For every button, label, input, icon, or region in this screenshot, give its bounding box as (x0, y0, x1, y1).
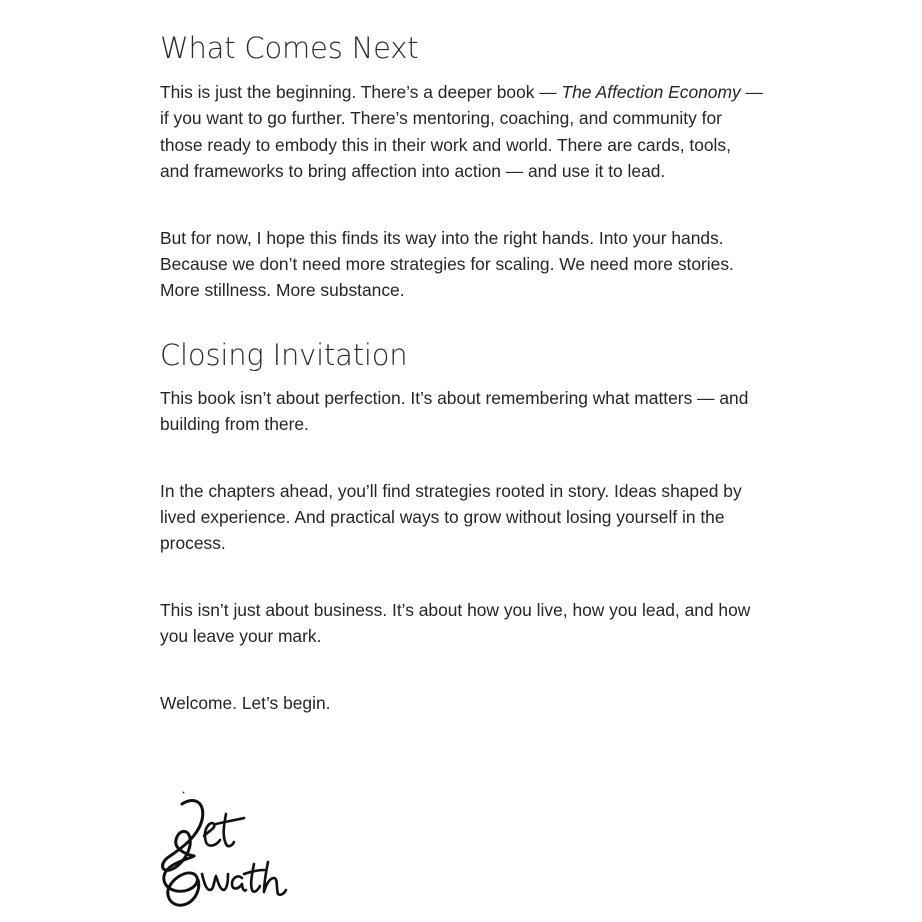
paragraph-closing-1: This book isn’t about perfection. It’s about remembering what matters — and building from there. (160, 387, 749, 435)
document-page (160, 28, 764, 716)
signature (158, 790, 288, 912)
paragraph-what-comes-next-2: But for now, I hope this finds its way into the right hands. Into your hands. Because we don’t need more strategies for scaling. We need more stories. More stillness. More substance. (160, 227, 734, 301)
section-heading-closing-invitation: Closing Invitation (160, 337, 408, 372)
book-title: The Affection Economy (561, 82, 741, 102)
section-heading-what-comes-next: What Comes Next (160, 31, 419, 65)
paragraph-closing-2: In the chapters ahead, you’ll find strategies rooted in story. Ideas shaped by lived experience. And practical ways to grow without losing yourself in the process. (160, 480, 742, 554)
paragraph-closing-welcome: Welcome. Let’s begin. (160, 692, 331, 713)
paragraph-closing-3: This isn’t just about business. It’s about how you live, how you lead, and how you leave your mark. (160, 599, 751, 647)
paragraph-what-comes-next-1 (160, 79, 764, 185)
signature-icon (158, 790, 288, 912)
text-run: — if you want to go further. There’s mentoring, coaching, and community for those ready to embody this in their work and world. There are cards, tools, and frameworks to bring affection into action — and use it to lead. (160, 82, 763, 182)
text-run: This is just the beginning. There’s a deeper book — (160, 82, 562, 102)
